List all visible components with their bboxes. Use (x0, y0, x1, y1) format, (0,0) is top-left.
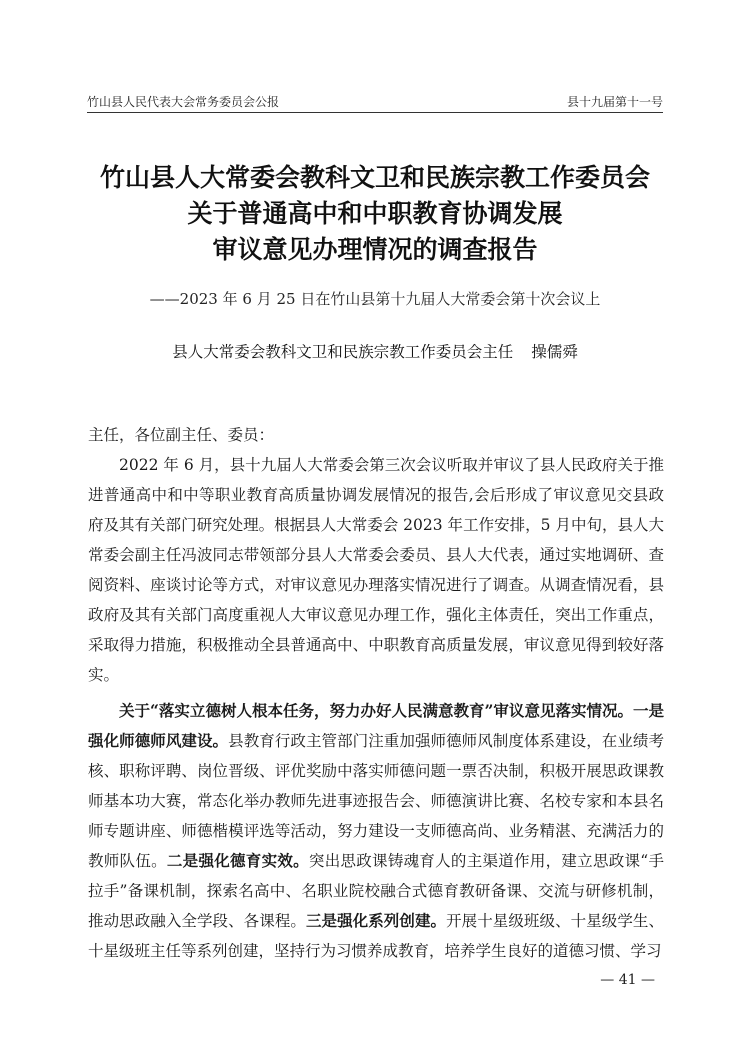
header-publication-title: 竹山县人民代表大会常务委员会公报 (87, 95, 280, 109)
title-line-3: 审议意见办理情况的调查报告 (212, 235, 538, 264)
salutation: 主任，各位副主任、委员： (88, 426, 275, 444)
title-line-2: 关于普通高中和中职教育协调发展 (187, 199, 563, 228)
report-author (60, 340, 690, 362)
page-header (87, 86, 663, 110)
author-name: 操儒舜 (531, 343, 578, 361)
point-2-label: 二是强化德育实效。 (166, 851, 309, 870)
author-role: 县人大常委会教科文卫和民族宗教工作委员会主任 (172, 343, 514, 361)
report-title (60, 160, 690, 268)
point-1-text: 县教育行政主管部门注重加强师德师风制度体系建设，在业绩考核、职称评聘、岗位晋级、评优奖励中落实师德问题一票否决制，积极开展思政课教师基本功大赛，常态化举办教师先进事迹报告会、师德演讲比赛、名校专家和本县名师专题讲座、师德楷模评选等活动，努力建设一支师德高尚、业务精湛、充满活力的教师队伍。 (88, 732, 664, 870)
page-number: — 41 — (600, 972, 655, 988)
header-divider (87, 112, 663, 113)
point-3-text: 开展十星级班级、十星级学生、十星级班主任等系列创建，坚持行为习惯养成教育，培养学生良好的道德习惯、学习 (88, 912, 664, 960)
title-line-1: 竹山县人大常委会教科文卫和民族宗教工作委员会 (99, 163, 650, 192)
point-1-label: 一是强化师德师风建设。 (88, 701, 664, 750)
paragraph-lead: 关于“落实立德树人根本任务，努力办好人民满意教育”审议意见落实情况。 (119, 701, 633, 720)
point-2-text: 突出思政课铸魂育人的主渠道作用，建立思政课“手拉手”备课机制，探索名高中、名职业院校融合式德育教研备课、交流与研修机制，推动思政融入全学段、各课程。 (88, 852, 664, 930)
report-body (88, 420, 664, 966)
point-3-label: 三是强化系列创建。 (305, 911, 447, 930)
report-subtitle: ——2023 年 6 月 25 日在竹山县第十九届人大常委会第十次会议上 (149, 290, 601, 308)
paragraph-overview: 2022 年 6 月，县十九届人大常委会第三次会议听取并审议了县人民政府关于推进普通高中和中等职业教育高质量协调发展情况的报告,会后形成了审议意见交县政府及其有关部门研究处理。根据县人大常委会 2023 年工作安排，5 月中旬，县人大常委会副主任冯波同志带领部分县人大常委会委员、县人大代表，通过实地调研、查阅资料、座谈讨论等方式，对审议意见办理落实情况进行了调查。从调查情况看，县政府及其有关部门高度重视人大审议意见办理工作，强化主体责任，突出工作重点，采取得力措施，积极推动全县普通高中、中职教育高质量发展，审议意见得到较好落实。 (88, 456, 664, 684)
paragraph-moral-education (88, 696, 664, 966)
header-issue-number: 县十九届第十一号 (566, 95, 663, 109)
